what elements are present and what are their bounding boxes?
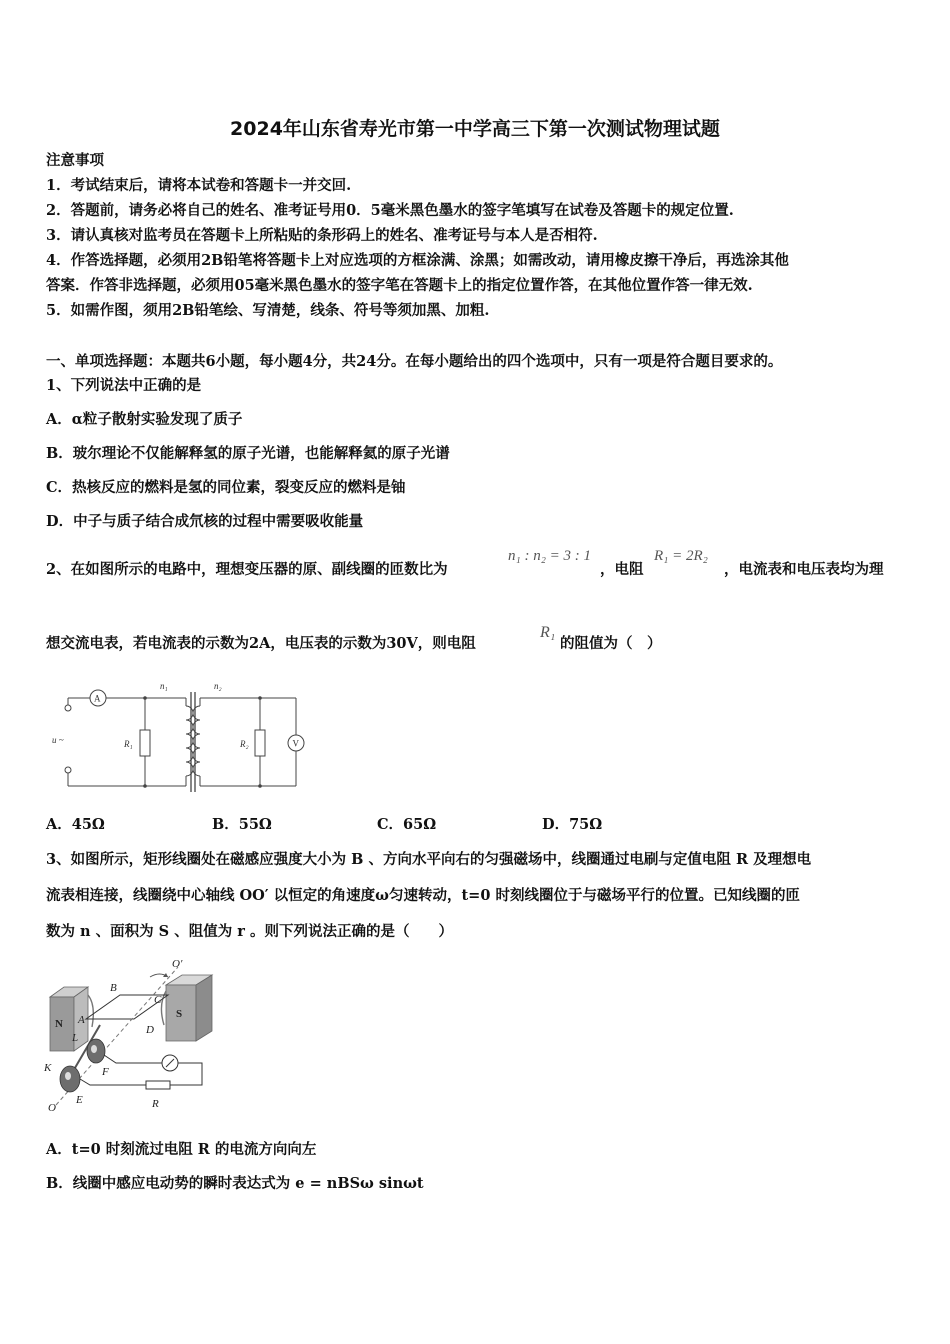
source-label: u ~ [52, 735, 64, 745]
question-2-option-a[interactable]: A．45Ω [46, 816, 105, 833]
question-2-stem-part: 想交流电表，若电流表的示数为2A，电压表的示数为30V，则电阻 [46, 635, 476, 652]
resistor-r1 [140, 730, 150, 756]
n1-label: n₁ [160, 681, 168, 691]
label-k: K [44, 1062, 52, 1074]
label-a: A [78, 1014, 85, 1026]
label-c: C [154, 994, 162, 1006]
r1-formula: R₁ [540, 624, 556, 641]
question-1-stem: 1、下列说法中正确的是 [46, 377, 202, 394]
page-title: 2024年山东省寿光市第一中学高三下第一次测试物理试题 [230, 118, 720, 140]
question-2-stem-part: 的阻值为（ ） [560, 635, 662, 652]
label-o: O [48, 1102, 56, 1114]
n2-label: n₂ [214, 681, 222, 691]
question-1-option-b[interactable]: B．玻尔理论不仅能解释氢的原子光谱，也能解释氦的原子光谱 [46, 445, 450, 462]
resistor-r2 [255, 730, 265, 756]
question-3-stem-line: 3、如图所示，矩形线圈处在磁感应强度大小为 B 、方向水平向右的匀强磁场中，线圈通过电刷与定值电阻 R 及理想电 [46, 851, 812, 868]
ratio-formula: n₁ : n₂ = 3 : 1 [508, 548, 592, 564]
notice-heading: 注意事项 [46, 152, 104, 169]
label-d: D [146, 1024, 154, 1036]
notice-item: 3．请认真核对监考员在答题卡上所粘贴的条形码上的姓名、准考证号与本人是否相符. [46, 227, 598, 244]
notice-item: 5．如需作图，须用2B铅笔绘、写清楚，线条、符号等须加黑、加粗. [46, 302, 490, 319]
primary-coil [186, 706, 193, 776]
question-3-option-a[interactable]: A．t=0 时刻流过电阻 R 的电流方向向左 [46, 1141, 317, 1158]
question-1-option-d[interactable]: D．中子与质子结合成氘核的过程中需要吸收能量 [46, 513, 364, 530]
label-n: N [55, 1018, 63, 1030]
question-2-option-b[interactable]: B．55Ω [212, 816, 272, 833]
label-b: B [110, 982, 117, 994]
ammeter-label: A [94, 693, 101, 704]
question-2-stem-part: ，电阻 [600, 561, 644, 578]
notice-item: 2．答题前，请务必将自己的姓名、准考证号用0．5毫米黑色墨水的签字笔填写在试卷及答题卡的规定位置. [46, 202, 734, 219]
secondary-coil [193, 706, 200, 776]
notice-item: 答案．作答非选择题，必须用05毫米黑色墨水的签字笔在答题卡上的指定位置作答，在其他位置作答一律无效. [46, 277, 753, 294]
r1-label: R₁ [124, 739, 133, 749]
label-o-prime: O′ [172, 958, 183, 970]
r2-label: R₂ [240, 739, 249, 749]
question-3-stem-line: 流表相连接，线圈绕中心轴线 OO′ 以恒定的角速度ω匀速转动，t=0 时刻线圈位于与磁场平行的位置。已知线圈的匝 [46, 887, 800, 904]
notice-item: 1．考试结束后，请将本试卷和答题卡一并交回. [46, 177, 352, 194]
notice-item: 4．作答选择题，必须用2B铅笔将答题卡上对应选项的方框涂满、涂黑；如需改动，请用橡皮擦干净后，再选涂其他 [46, 252, 789, 269]
source-terminal-bottom [65, 767, 71, 773]
question-2-stem-part: ，电流表和电压表均为理 [724, 561, 884, 578]
slip-ring-lower [60, 1066, 80, 1092]
label-e: E [76, 1094, 83, 1106]
label-l: L [72, 1032, 79, 1044]
question-2-option-c[interactable]: C．65Ω [377, 816, 437, 833]
label-f: F [102, 1066, 109, 1078]
section-heading: 一、单项选择题：本题共6小题，每小题4分，共24分。在每小题给出的四个选项中，只有一项是符合题目要求的。 [46, 353, 783, 370]
label-s: S [176, 1008, 183, 1020]
transformer-circuit-diagram [48, 678, 308, 798]
question-2-stem-part: 2、在如图所示的电路中，理想变压器的原、副线圈的匝数比为 [46, 561, 448, 578]
question-1-option-c[interactable]: C．热核反应的燃料是氢的同位素，裂变反应的燃料是铀 [46, 479, 406, 496]
question-3-stem-line: 数为 n 、面积为 S 、阻值为 r 。则下列说法正确的是（ ） [46, 923, 453, 940]
voltmeter-label: V [292, 738, 299, 749]
source-terminal-top [65, 705, 71, 711]
question-3-option-b[interactable]: B．线圈中感应电动势的瞬时表达式为 e = nBSω sinωt [46, 1175, 424, 1192]
question-2-option-d[interactable]: D．75Ω [542, 816, 603, 833]
generator-diagram [42, 955, 222, 1117]
question-1-option-a[interactable]: A．α粒子散射实验发现了质子 [46, 411, 243, 428]
resistor-r [146, 1081, 170, 1089]
resistance-formula: R₁ = 2R₂ [654, 548, 708, 564]
label-r: R [152, 1098, 159, 1110]
